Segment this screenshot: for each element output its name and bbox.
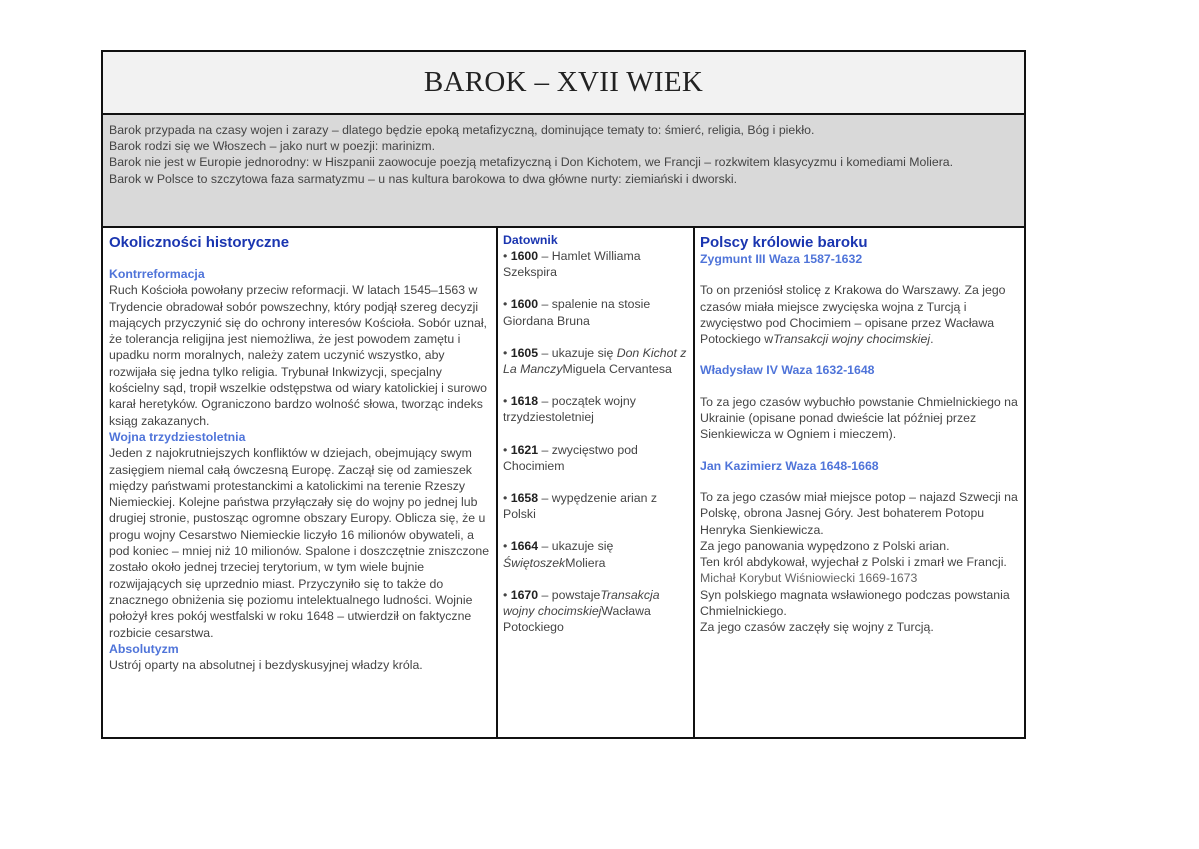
historical-circumstances-column xyxy=(103,228,498,737)
column-heading: Polscy królowie baroku xyxy=(700,234,868,251)
entry-year: 1605 xyxy=(510,345,539,360)
entry-year: 1600 xyxy=(510,249,539,263)
title-bar xyxy=(103,52,1024,115)
entry-text: – wypędzenie arian z Polski xyxy=(503,491,658,522)
entry-text: Miguela Cervantesa xyxy=(562,362,672,377)
page-title: BAROK – XVII WIEK xyxy=(423,66,704,98)
king-name: Władysław IV Waza 1632-1648 xyxy=(700,363,875,378)
section-text: Ustrój oparty na absolutnej i bezdyskusyjnej władzy króla. xyxy=(109,658,423,673)
king-text-title: Transakcji wojny chocimskiej xyxy=(773,332,931,347)
entry-text: – ukazuje się xyxy=(538,539,614,554)
king-text xyxy=(700,282,1018,347)
section-title: Wojna trzydziestoletnia xyxy=(109,429,246,444)
timeline-entry: • 1600 – Hamlet Williama Szekspira xyxy=(503,249,641,280)
column-heading: Okoliczności historyczne xyxy=(109,234,290,251)
section-text: Ruch Kościoła powołany przeciw reformacji. W latach 1545–1563 w Trydencie obradował sobór powszechny, który podjął szereg decyzji mających przyczynić się do ochrony interesów Kościoła. Sobór uznał, że tolerancja religijna jest niemożliwa, że jest powodem zamętu i upadku norm moralnych, należy zatem uczynić wszystko, aby rozwijała się jedna tylko religia. Trybunał Inkwizycji, specjalny kościelny sąd, tropił wszelkie odstępstwa od wiary katolickiej i surowo karał heretyków. Ograniczono bardzo wolność słowa, tworząc indeks ksiąg zakazanych. xyxy=(109,283,487,428)
king-text: Ten król abdykował, wyjechał z Polski i zmarł we Francji. xyxy=(700,555,1007,570)
king-text-part: . xyxy=(930,332,934,347)
entry-year: 1664 xyxy=(510,539,539,554)
entry-text: – Hamlet Williama Szekspira xyxy=(503,249,641,280)
entry-year: 1670 xyxy=(510,587,539,602)
intro-line: Barok rodzi się we Włoszech – jako nurt w poezji: marinizm. xyxy=(109,139,435,154)
king-text-part: To on przeniósł stolicę z Krakowa do Warszawy. Za jego czasów miała miejsce zwycięska wojna z Turcją i zwycięstwo pod Chocimiem – opisane przez Wacława Potockiego w xyxy=(700,283,1006,347)
king-name: Zygmunt III Waza 1587-1632 xyxy=(700,252,863,266)
timeline-entry: • 1618 – początek wojny trzydziestoletniej xyxy=(503,394,636,425)
kings-column xyxy=(695,228,1024,737)
king-text: To za jego czasów miał miejsce potop – najazd Szwecji na Polskę, obrona Jasnej Góry. Jest bohaterem Potopu Henryka Sienkiewicza. xyxy=(700,489,1018,537)
section-title: Absolutyzm xyxy=(109,641,179,656)
entry-year: 1658 xyxy=(510,491,539,506)
timeline-column xyxy=(498,228,695,737)
king-name-plain: Michał Korybut Wiśniowiecki 1669-1673 xyxy=(700,571,918,586)
timeline-entry: • 1600 – spalenie na stosie Giordana Bruna xyxy=(503,297,651,328)
entry-text: – spalenie na stosie Giordana Bruna xyxy=(503,297,651,328)
entry-year: 1600 xyxy=(510,297,539,312)
entry-text: – powstaje xyxy=(538,587,601,602)
entry-text: – zwycięstwo pod Chocimiem xyxy=(503,442,638,473)
document-table xyxy=(101,50,1026,739)
king-text: Syn polskiego magnata wsławionego podczas powstania Chmielnickiego. xyxy=(700,587,1010,619)
columns xyxy=(103,228,1024,737)
section-text: Jeden z najokrutniejszych konfliktów w dziejach, obejmujący swym zasięgiem niemal całą ówczesną Europę. Zaczął się od zamieszek między państwami protestanckimi a katolickimi na terenie Rzeszy Niemieckiej. Kolejne państwa przyłączały się do wojny po jednej lub drugiej stronie, pustosząc ogromne obszary Europy. Oblicza się, że u progu wojny Cesarstwo Niemieckie liczyło 16 milionów obywateli, a pod koniec – mniej niż 10 milionów. Spalone i doszczętnie zniszczone zostało około jednej trzeciej terytorium, w tym wiele bujnie rozwijających się uprzednio miast. Przyczyniło się to także do znacznego obniżenia się poziomu intelektualnego ludności. Wojnie położył kres pokój westfalski w roku 1648 – utwierdził on faktyczne rozbicie cesarstwa. xyxy=(109,446,490,640)
timeline-entry: • 1605 – ukazuje się Don Kichot z La ManczyMiguela Cervantesa xyxy=(503,345,687,377)
entry-year: 1621 xyxy=(510,442,539,457)
entry-text: – początek wojny trzydziestoletniej xyxy=(503,394,636,425)
intro-line: Barok nie jest w Europie jednorodny: w Hiszpanii zaowocuje poezją metafizyczną i Don Kichotem, we Francji – rozkwitem klasycyzmu i komediami Moliera. xyxy=(109,155,954,170)
entry-title: Świętoszek xyxy=(503,555,566,570)
king-text: Za jego panowania wypędzono z Polski arian. xyxy=(700,538,950,553)
section-title: Kontrreformacja xyxy=(109,267,205,281)
intro-section xyxy=(103,115,1024,228)
entry-title: Don Kichot z La Manczy xyxy=(503,345,687,377)
intro-line: Barok przypada na czasy wojen i zarazy – dlatego będzie epoką metafizyczną, dominujące tematy to: śmierć, religia, Bóg i piekło. xyxy=(109,123,815,137)
king-name: Jan Kazimierz Waza 1648-1668 xyxy=(700,458,879,473)
entry-title: Transakcja wojny chocimskiej xyxy=(503,587,660,619)
timeline-entry: • 1664 – ukazuje się ŚwiętoszekMoliera xyxy=(503,539,614,570)
entry-text: Wacława Potockiego xyxy=(503,604,651,635)
timeline-entry: • 1658 – wypędzenie arian z Polski xyxy=(503,491,658,522)
column-heading: Datownik xyxy=(503,233,558,247)
timeline-entry: • 1621 – zwycięstwo pod Chocimiem xyxy=(503,442,638,473)
king-text: To za jego czasów wybuchło powstanie Chmielnickiego na Ukrainie (opisane ponad dwieście lat później przez Sienkiewicza w Ogniem i mieczem). xyxy=(700,394,1018,442)
timeline-entry: • 1670 – powstajeTransakcja wojny chocimskiejWacława Potockiego xyxy=(503,587,660,635)
intro-line: Barok w Polsce to szczytowa faza sarmatyzmu – u nas kultura barokowa to dwa główne nurty: ziemiański i dworski. xyxy=(109,171,738,186)
entry-text: Moliera xyxy=(565,555,606,570)
king-text: Za jego czasów zaczęły się wojny z Turcją. xyxy=(700,620,934,635)
entry-text: – ukazuje się xyxy=(538,345,617,360)
entry-year: 1618 xyxy=(510,394,539,409)
